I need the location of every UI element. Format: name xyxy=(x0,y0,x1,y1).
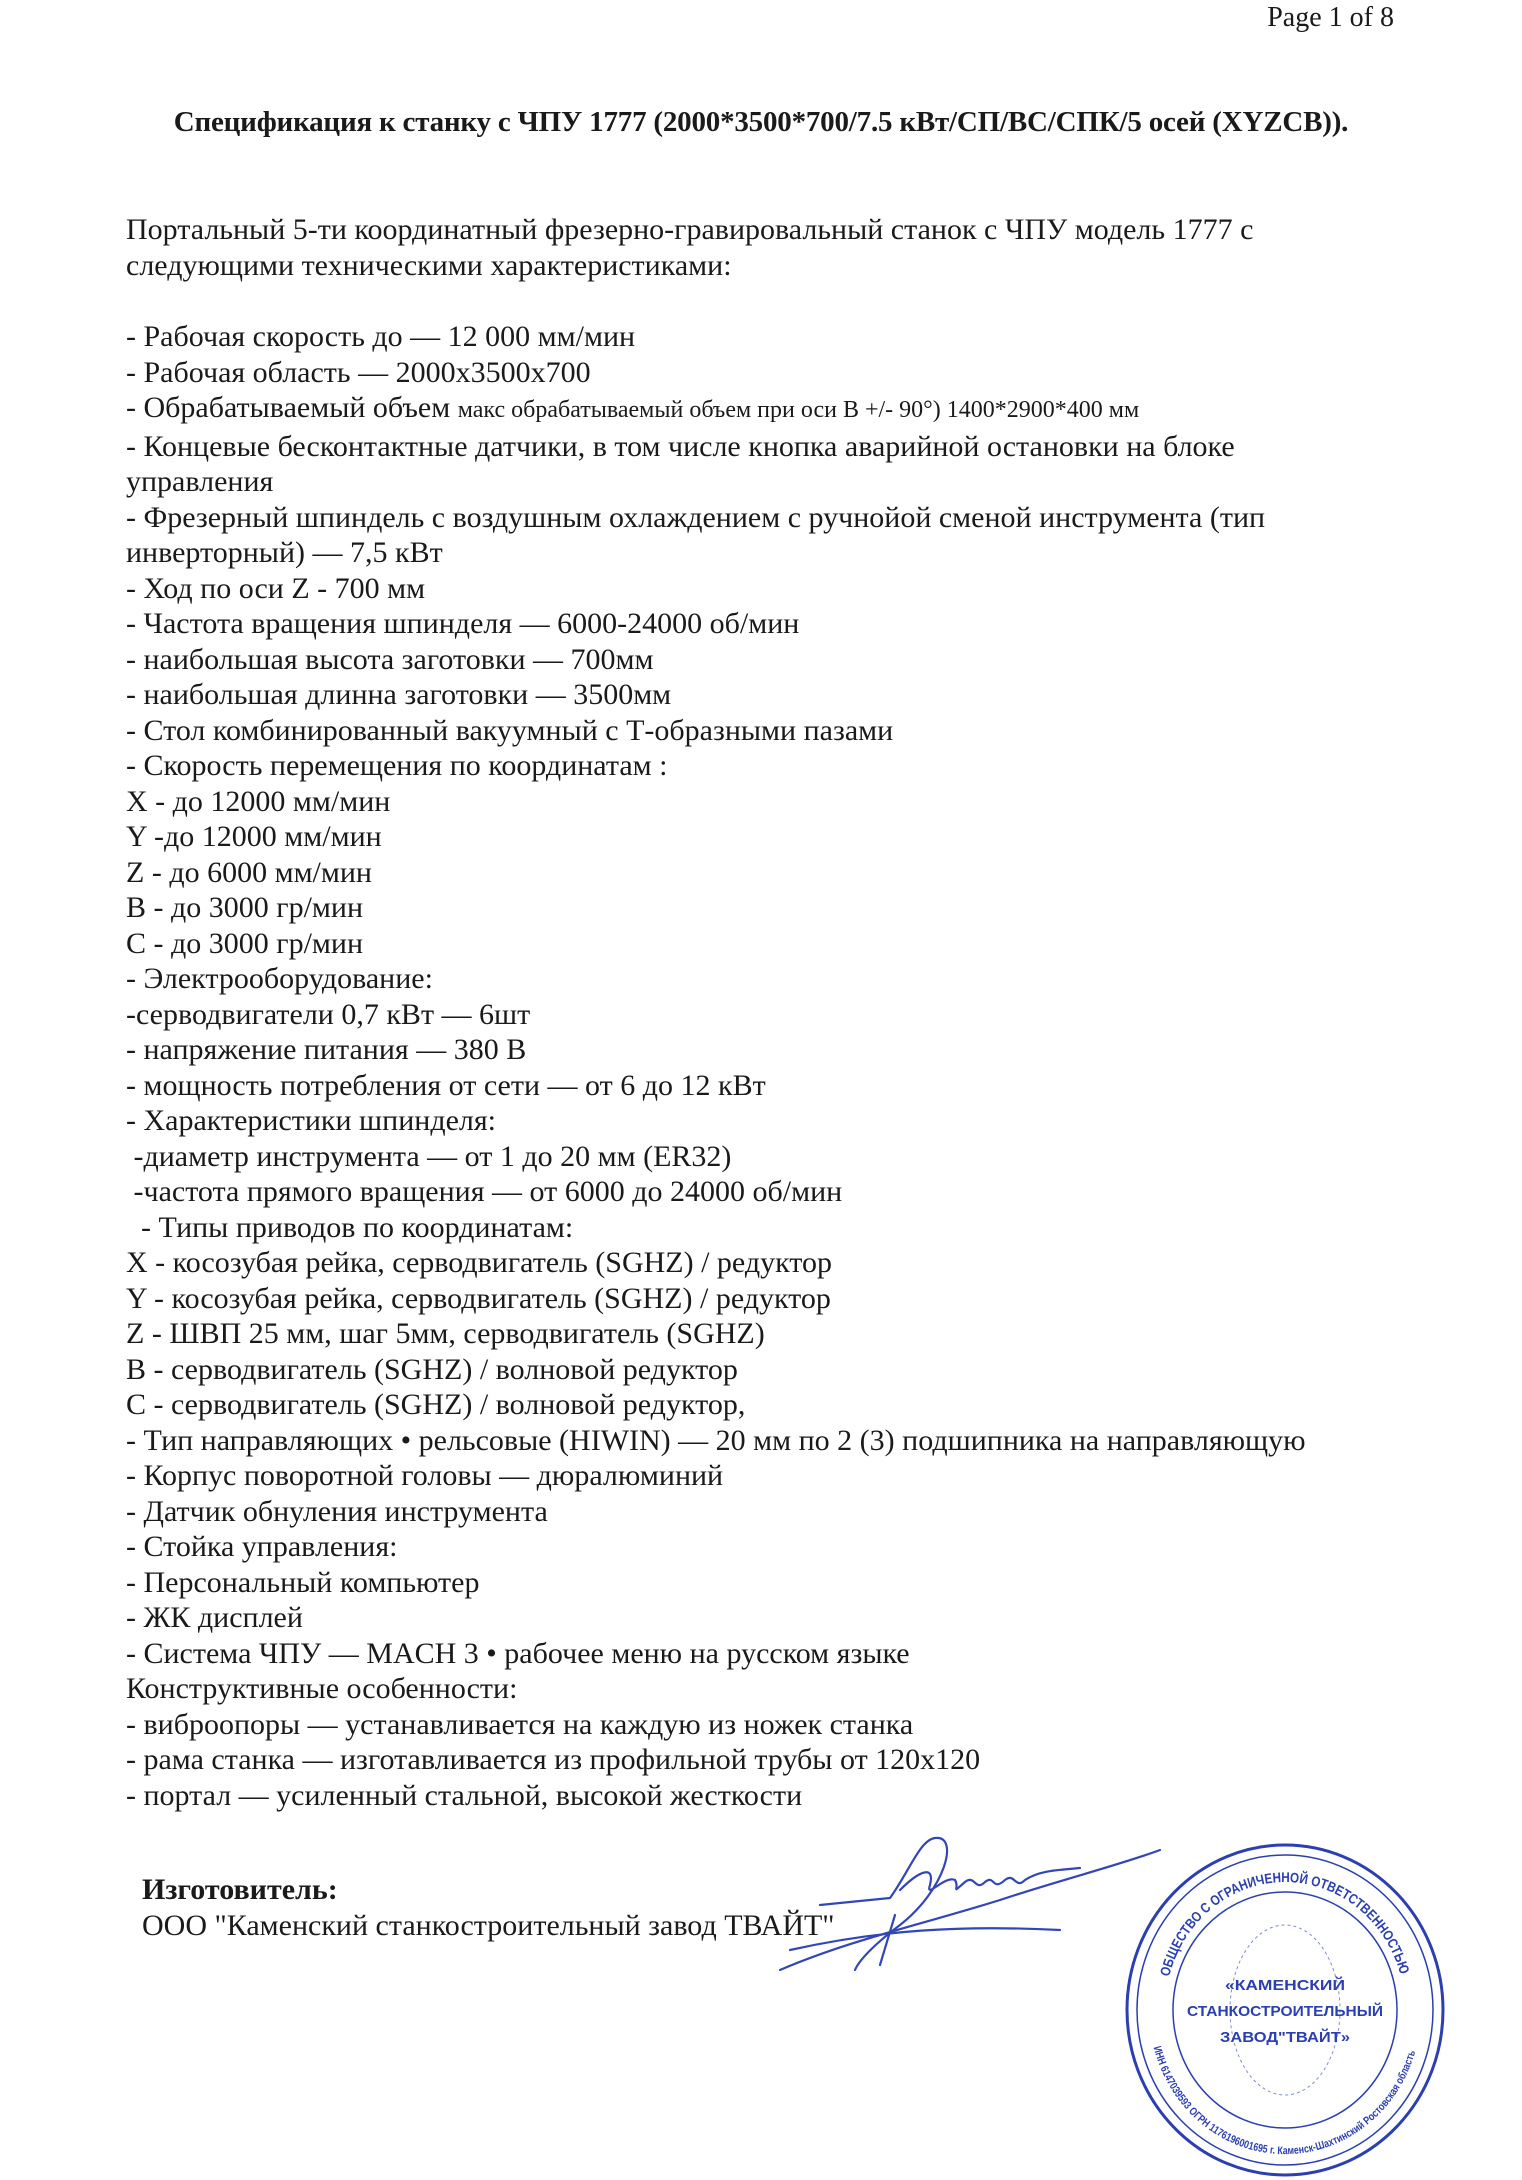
spec-text: B - до 3000 гр/мин xyxy=(126,891,363,924)
spec-text: - Рабочая скорость до — 12 000 мм/мин xyxy=(126,320,636,353)
stamp-center-line: СТАНКОСТРОИТЕЛЬНЫЙ xyxy=(1187,2003,1377,2020)
spec-line xyxy=(126,855,1426,891)
spec-line xyxy=(126,1139,1426,1175)
spec-line xyxy=(126,500,1426,536)
spec-text: - Типы приводов по координатам: xyxy=(126,1210,574,1244)
spec-line xyxy=(126,1316,1426,1352)
document-title: Спецификация к станку с ЧПУ 1777 (2000*3500*700/7.5 кВт/СП/ВС/СПК/5 осей (XYZCB)). xyxy=(173,106,1349,138)
spec-text: - виброопоры — устанавливается на каждую из ножек станка xyxy=(126,1707,914,1741)
spec-text: - Электрооборудование: xyxy=(126,962,433,995)
spec-line xyxy=(126,926,1426,962)
spec-text: Y -до 12000 мм/мин xyxy=(126,820,382,853)
spec-line xyxy=(126,1778,1426,1814)
spec-text: - Система ЧПУ — MACH 3 • рабочее меню на русском языке xyxy=(126,1636,910,1670)
spec-text: - ЖК дисплей xyxy=(126,1601,303,1634)
spec-line xyxy=(126,1210,1426,1246)
stamp-outer-text: ОБЩЕСТВО С ОГРАНИЧЕННОЙ ОТВЕТСТВЕННОСТЬЮ xyxy=(1156,1868,1414,1978)
spec-text: C - до 3000 гр/мин xyxy=(126,926,363,960)
spec-text: -диаметр инструмента — от 1 до 20 мм (ER32) xyxy=(126,1139,732,1173)
intro-line: следующими техническими характеристиками: xyxy=(126,248,732,282)
spec-line xyxy=(126,1636,1426,1672)
spec-text: - Рабочая область — 2000х3500х700 xyxy=(126,355,591,389)
spec-line xyxy=(126,1281,1426,1317)
spec-text: - Фрезерный шпиндель с воздушным охлаждением с ручнойой сменой инструмента (тип xyxy=(126,500,1266,534)
spec-line xyxy=(126,1068,1426,1104)
spec-line xyxy=(126,997,1426,1033)
manufacturer-name: ООО "Каменский станкостроительный завод ТВАЙТ" xyxy=(142,1909,835,1942)
spec-text: Конструктивные особенности: xyxy=(126,1672,518,1705)
spec-text: - Скорость перемещения по координатам : xyxy=(126,749,668,782)
spec-text: - наибольшая длинна заготовки — 3500мм xyxy=(126,678,672,711)
spec-line xyxy=(126,464,1426,500)
spec-text: - Частота вращения шпинделя — 6000-24000 об/мин xyxy=(126,607,800,640)
spec-line xyxy=(126,1352,1426,1388)
spec-line xyxy=(126,1032,1426,1068)
spec-line xyxy=(126,1600,1426,1636)
spec-line xyxy=(126,1742,1426,1778)
spec-line xyxy=(126,748,1426,784)
spec-line xyxy=(126,961,1426,997)
spec-text: - портал — усиленный стальной, высокой жесткости xyxy=(126,1778,803,1812)
spec-line xyxy=(126,1529,1426,1565)
spec-line xyxy=(126,319,1426,355)
spec-line xyxy=(126,1565,1426,1601)
spec-text: управления xyxy=(126,465,274,498)
spec-text: - мощность потребления от сети — от 6 до 12 кВт xyxy=(126,1068,766,1102)
spec-line xyxy=(126,429,1426,465)
spec-line xyxy=(126,1458,1426,1494)
stamp-center-line: ЗАВОД"ТВАЙТ» xyxy=(1220,2029,1339,2046)
manufacturer-label: Изготовитель: xyxy=(142,1873,338,1906)
spec-text: - Датчик обнуления инструмента xyxy=(126,1494,548,1528)
spec-text: -серводвигатели 0,7 кВт — 6шт xyxy=(126,997,531,1031)
spec-line xyxy=(126,1423,1426,1459)
spec-text: - наибольшая высота заготовки — 700мм xyxy=(126,642,654,676)
spec-line xyxy=(126,1245,1426,1281)
page-indicator: Page 1 of 8 xyxy=(1267,2,1394,33)
spec-text: - напряжение питания — 380 В xyxy=(126,1033,527,1066)
spec-text: - Ход по оси Z - 700 мм xyxy=(126,571,426,605)
spec-line xyxy=(126,1174,1426,1210)
spec-text: - Характеристики шпинделя: xyxy=(126,1104,497,1137)
stamp-center-line: «КАМЕНСКИЙ xyxy=(1225,1977,1329,1994)
spec-text: Y - косозубая рейка, серводвигатель (SGHZ) / редуктор xyxy=(126,1281,831,1315)
intro-paragraph xyxy=(126,212,1376,283)
spec-line xyxy=(126,642,1426,678)
spec-text: Z - ШВП 25 мм, шаг 5мм, серводвигатель (SGHZ) xyxy=(126,1317,765,1350)
spec-text: - Обрабатываемый объем xyxy=(126,391,458,424)
spec-line xyxy=(126,606,1426,642)
spec-line xyxy=(126,784,1426,820)
spec-line xyxy=(126,1494,1426,1530)
spec-line xyxy=(126,713,1426,749)
company-stamp xyxy=(1120,1840,1450,2180)
spec-text: - Тип направляющих • рельсовые (HIWIN) — 20 мм по 2 (3) подшипника на направляющую xyxy=(126,1423,1306,1457)
intro-line: Портальный 5-ти координатный фрезерно-гравировальный станок с ЧПУ модель 1777 с xyxy=(126,213,1254,246)
spec-text: - Стол комбинированный вакуумный с Т-образными пазами xyxy=(126,713,894,747)
spec-line xyxy=(126,390,1426,429)
spec-line xyxy=(126,535,1426,571)
spec-line xyxy=(126,819,1426,855)
spec-line xyxy=(126,1671,1426,1707)
spec-note: макс обрабатываемый объем при оси В +/- 90°) 1400*2900*400 мм xyxy=(457,397,1140,423)
spec-list xyxy=(126,319,1426,1813)
spec-text: - Концевые бесконтактные датчики, в том числе кнопка аварийной остановки на блоке xyxy=(126,429,1235,463)
spec-text: - Стойка управления: xyxy=(126,1530,398,1563)
spec-text: - рама станка — изготавливается из профильной трубы от 120х120 xyxy=(126,1743,981,1776)
stamp-bottom-text: ИНН 6147039593 ОГРН 1176196001695 г. Каменск-Шахтинский Ростовская область xyxy=(1150,2044,1419,2158)
spec-line xyxy=(126,1387,1426,1423)
spec-text: - Корпус поворотной головы — дюралюминий xyxy=(126,1459,724,1492)
spec-text: -частота прямого вращения — от 6000 до 24000 об/мин xyxy=(126,1175,843,1208)
spec-line xyxy=(126,1103,1426,1139)
spec-line xyxy=(126,1707,1426,1743)
spec-text: X - косозубая рейка, серводвигатель (SGHZ) / редуктор xyxy=(126,1246,833,1279)
spec-line xyxy=(126,355,1426,391)
spec-text: X - до 12000 мм/мин xyxy=(126,784,391,818)
spec-text: инверторный) — 7,5 кВт xyxy=(126,536,443,569)
spec-text: - Персональный компьютер xyxy=(126,1565,480,1599)
spec-line xyxy=(126,571,1426,607)
spec-line xyxy=(126,890,1426,926)
spec-text: B - серводвигатель (SGHZ) / волновой редуктор xyxy=(126,1352,738,1386)
spec-line xyxy=(126,677,1426,713)
signature xyxy=(760,1830,1180,1980)
spec-text: Z - до 6000 мм/мин xyxy=(126,855,372,889)
spec-text: C - серводвигатель (SGHZ) / волновой редуктор, xyxy=(126,1388,746,1421)
